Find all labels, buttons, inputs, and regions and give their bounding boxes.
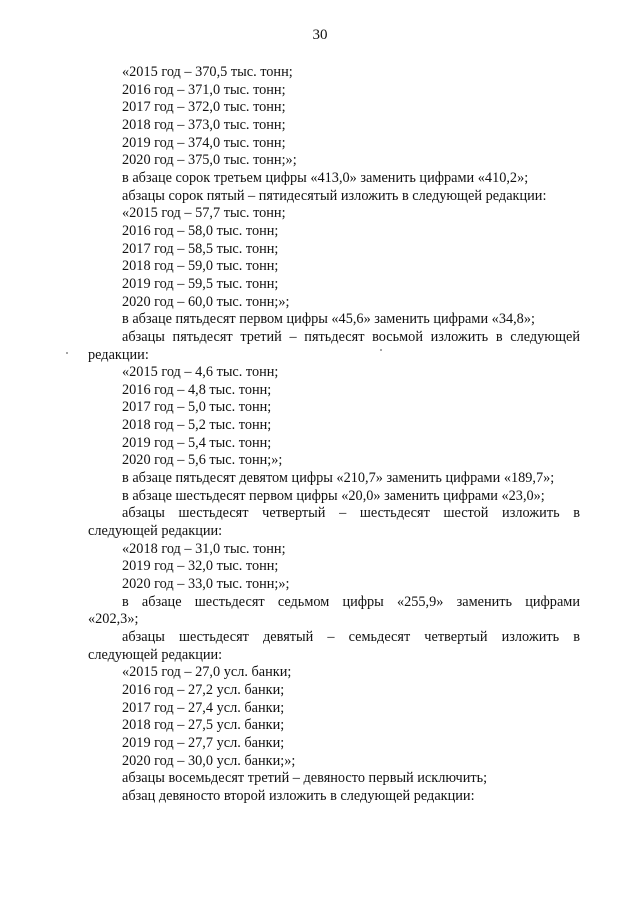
text-line: 2020 год – 60,0 тыс. тонн;»; xyxy=(122,293,290,310)
text-line: редакции: xyxy=(88,346,149,363)
text-line: 2016 год – 371,0 тыс. тонн; xyxy=(122,81,286,98)
text-line: 2019 год – 59,5 тыс. тонн; xyxy=(122,275,279,292)
text-line: 2017 год – 372,0 тыс. тонн; xyxy=(122,99,286,116)
text-line: 2017 год – 27,4 усл. банки; xyxy=(122,699,285,716)
text-line: абзацы шестьдесят четвертый – шестьдесят шестой изложить в xyxy=(122,505,580,522)
text-line: 2018 год – 27,5 усл. банки; xyxy=(122,717,285,734)
text-line: 2018 год – 373,0 тыс. тонн; xyxy=(122,116,286,133)
text-line: в абзаце пятьдесят первом цифры «45,6» заменить цифрами «34,8»; xyxy=(122,311,535,328)
text-line: «2015 год – 370,5 тыс. тонн; xyxy=(122,64,293,80)
text-line: «2015 год – 27,0 усл. банки; xyxy=(122,664,292,681)
text-line: абзацы шестьдесят девятый – семьдесят четвертый изложить в xyxy=(122,629,580,645)
text-line: в абзаце сорок третьем цифры «413,0» заменить цифрами «410,2»; xyxy=(122,169,529,186)
text-line: 2016 год – 27,2 усл. банки; xyxy=(122,681,285,698)
scan-speck xyxy=(380,349,382,351)
text-line: абзац девяносто второй изложить в следующей редакции: xyxy=(122,787,475,804)
scan-speck xyxy=(66,352,68,354)
text-line: 2020 год – 33,0 тыс. тонн;»; xyxy=(122,576,290,593)
page-number: 30 xyxy=(312,27,328,43)
text-line: «2015 год – 4,6 тыс. тонн; xyxy=(122,364,279,381)
text-line: 2019 год – 374,0 тыс. тонн; xyxy=(122,134,286,151)
text-line: 2020 год – 375,0 тыс. тонн;»; xyxy=(122,152,297,169)
text-line: 2018 год – 59,0 тыс. тонн; xyxy=(122,258,279,275)
text-line: 2019 год – 32,0 тыс. тонн; xyxy=(122,558,279,575)
text-line: в абзаце шестьдесят первом цифры «20,0» заменить цифрами «23,0»; xyxy=(122,487,545,504)
text-line: 2017 год – 5,0 тыс. тонн; xyxy=(122,399,272,416)
text-line: «2018 год – 31,0 тыс. тонн; xyxy=(122,540,286,557)
text-line: 2016 год – 4,8 тыс. тонн; xyxy=(122,381,272,398)
text-line: следующей редакции: xyxy=(88,646,223,663)
text-line: 2020 год – 30,0 усл. банки;»; xyxy=(122,752,296,769)
text-line: 2019 год – 5,4 тыс. тонн; xyxy=(122,434,272,451)
text-line: 2017 год – 58,5 тыс. тонн; xyxy=(122,240,279,257)
text-line: в абзаце пятьдесят девятом цифры «210,7» заменить цифрами «189,7»; xyxy=(122,470,555,487)
text-line: «202,3»; xyxy=(88,611,139,628)
text-line: абзацы пятьдесят третий – пятьдесят восьмой изложить в следующей xyxy=(122,328,580,345)
text-line: следующей редакции: xyxy=(88,523,223,540)
text-line: в абзаце шестьдесят седьмом цифры «255,9» заменить цифрами xyxy=(122,593,580,610)
text-line: «2015 год – 57,7 тыс. тонн; xyxy=(122,205,286,222)
text-line: абзацы сорок пятый – пятидесятый изложить в следующей редакции: xyxy=(122,187,547,204)
text-line: 2019 год – 27,7 усл. банки; xyxy=(122,734,285,751)
text-line: 2016 год – 58,0 тыс. тонн; xyxy=(122,222,279,239)
text-line: 2018 год – 5,2 тыс. тонн; xyxy=(122,417,272,434)
text-line: абзацы восемьдесят третий – девяносто первый исключить; xyxy=(122,770,488,787)
document-body xyxy=(88,64,580,806)
text-line: 2020 год – 5,6 тыс. тонн;»; xyxy=(122,452,283,469)
